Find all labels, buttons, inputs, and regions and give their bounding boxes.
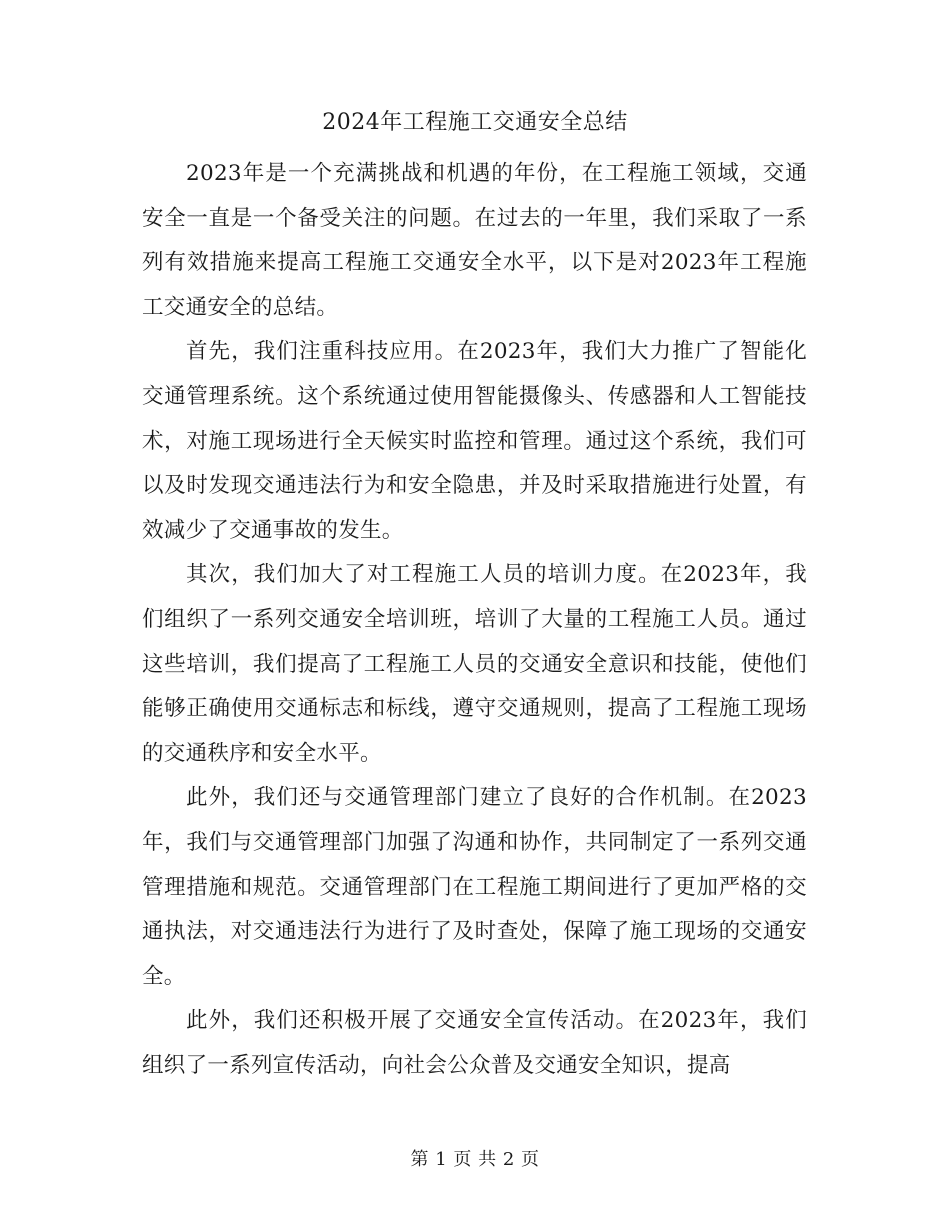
paragraph-publicity: 此外，我们还积极开展了交通安全宣传活动。在2023年，我们组织了一系列宣传活动，向社会公众普及交通安全知识，提高 [142,1008,807,1078]
paragraph-training: 其次，我们加大了对工程施工人员的培训力度。在2023年，我们组织了一系列交通安全培训班，培训了大量的工程施工人员。通过这些培训，我们提高了工程施工人员的交通安全意识和技能，使他们能够正确使用交通标志和标线，遵守交通规则，提高了工程施工现场的交通秩序和安全水平。 [142,562,807,766]
paragraph-intro: 2023年是一个充满挑战和机遇的年份，在工程施工领域，交通安全一直是一个备受关注的问题。在过去的一年里，我们采取了一系列有效措施来提高工程施工交通安全水平，以下是对2023年工程施工交通安全的总结。 [142,161,807,320]
paragraph-cooperation: 此外，我们还与交通管理部门建立了良好的合作机制。在2023年，我们与交通管理部门加强了沟通和协作，共同制定了一系列交通管理措施和规范。交通管理部门在工程施工期间进行了更加严格的交通执法，对交通违法行为进行了及时查处，保障了施工现场的交通安全。 [142,785,807,989]
document-body [142,152,807,1088]
document-title: 2024年工程施工交通安全总结 [322,110,628,135]
page-footer: 第 1 页 共 2 页 [410,1149,540,1170]
paragraph-technology: 首先，我们注重科技应用。在2023年，我们大力推广了智能化交通管理系统。这个系统通过使用智能摄像头、传感器和人工智能技术，对施工现场进行全天候实时监控和管理。通过这个系统，我们可以及时发现交通违法行为和安全隐患，并及时采取措施进行处置，有效减少了交通事故的发生。 [142,339,807,543]
